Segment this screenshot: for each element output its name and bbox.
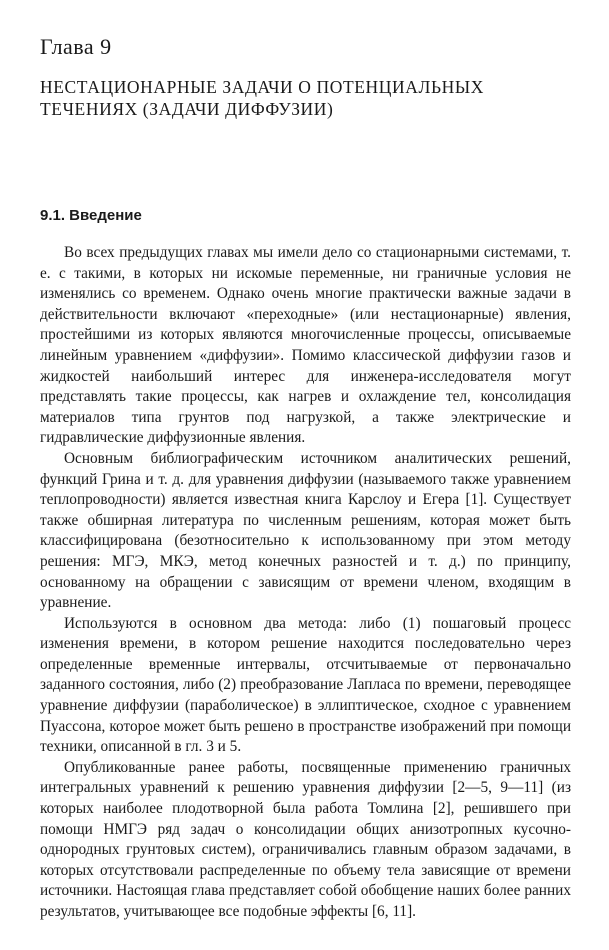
chapter-label: Глава 9	[40, 34, 112, 59]
chapter-title	[40, 76, 560, 120]
body-text	[40, 243, 571, 923]
paragraph-3: Используются в основном два метода: либо (1) пошаговый процесс изменения времени, в котором решение находится последовательно через определенные временные интервалы, отсчитываемые от первоначально заданного состояния, либо (2) преобразование Лапласа по времени, переводящее уравнение диффузии (параболическое) в эллиптическое, сходное с уравнением Пуассона, которое может быть решено в пространстве изображений при помощи техники, описанной в гл. 3 и 5.	[40, 614, 571, 756]
section-heading: 9.1. Введение	[40, 207, 142, 224]
chapter-title-line-2: ТЕЧЕНИЯХ (ЗАДАЧИ ДИФФУЗИИ)	[40, 99, 334, 119]
chapter-title-line-1: НЕСТАЦИОНАРНЫЕ ЗАДАЧИ О ПОТЕНЦИАЛЬНЫХ	[40, 77, 484, 97]
paragraph-2: Основным библиографическим источником аналитических решений, функций Грина и т. д. для уравнения диффузии (называемого также уравнением теплопроводности) является известная книга Карслоу и Егера [1]. Существует также обширная литература по численным решениям, которая может быть классифицирована (безотносительно к использованному при этом методу решения: МГЭ, МКЭ, метод конечных разностей и т. д.) по принципу, основанному на обращении с зависящим от времени членом, входящим в уравнение.	[40, 449, 571, 612]
paragraph-4: Опубликованные ранее работы, посвященные применению граничных интегральных уравнений к решению уравнения диффузии [2—5, 9—11] (из которых наиболее плодотворной была работа Томлина [2], решившего при помощи НМГЭ ряд задач о консолидации общих анизотропных кусочно-однородных грунтовых систем), ограничивались главным образом задачами, в которых отсутствовали распределенные по объему тела зависящие от времени источники. Настоящая глава представляет собой обобщение наших более ранних результатов, учитывающее все подобные эффекты [6, 11].	[40, 758, 571, 920]
paragraph-1: Во всех предыдущих главах мы имели дело со стационарными системами, т. е. с такими, в которых ни искомые переменные, ни граничные условия не изменялись со временем. Однако очень многие практически важные задачи в действительности включают «переходные» (или нестационарные) явления, простейшими из которых являются многочисленные процессы, описываемые линейным уравнением «диффузии». Помимо классической диффузии газов и жидкостей наибольший интерес для инженера-исследователя могут представлять такие процессы, как нагрев и охлаждение тел, консолидация материалов типа грунтов под нагрузкой, а также электрические и гидравлические диффузионные явления.	[40, 244, 571, 447]
